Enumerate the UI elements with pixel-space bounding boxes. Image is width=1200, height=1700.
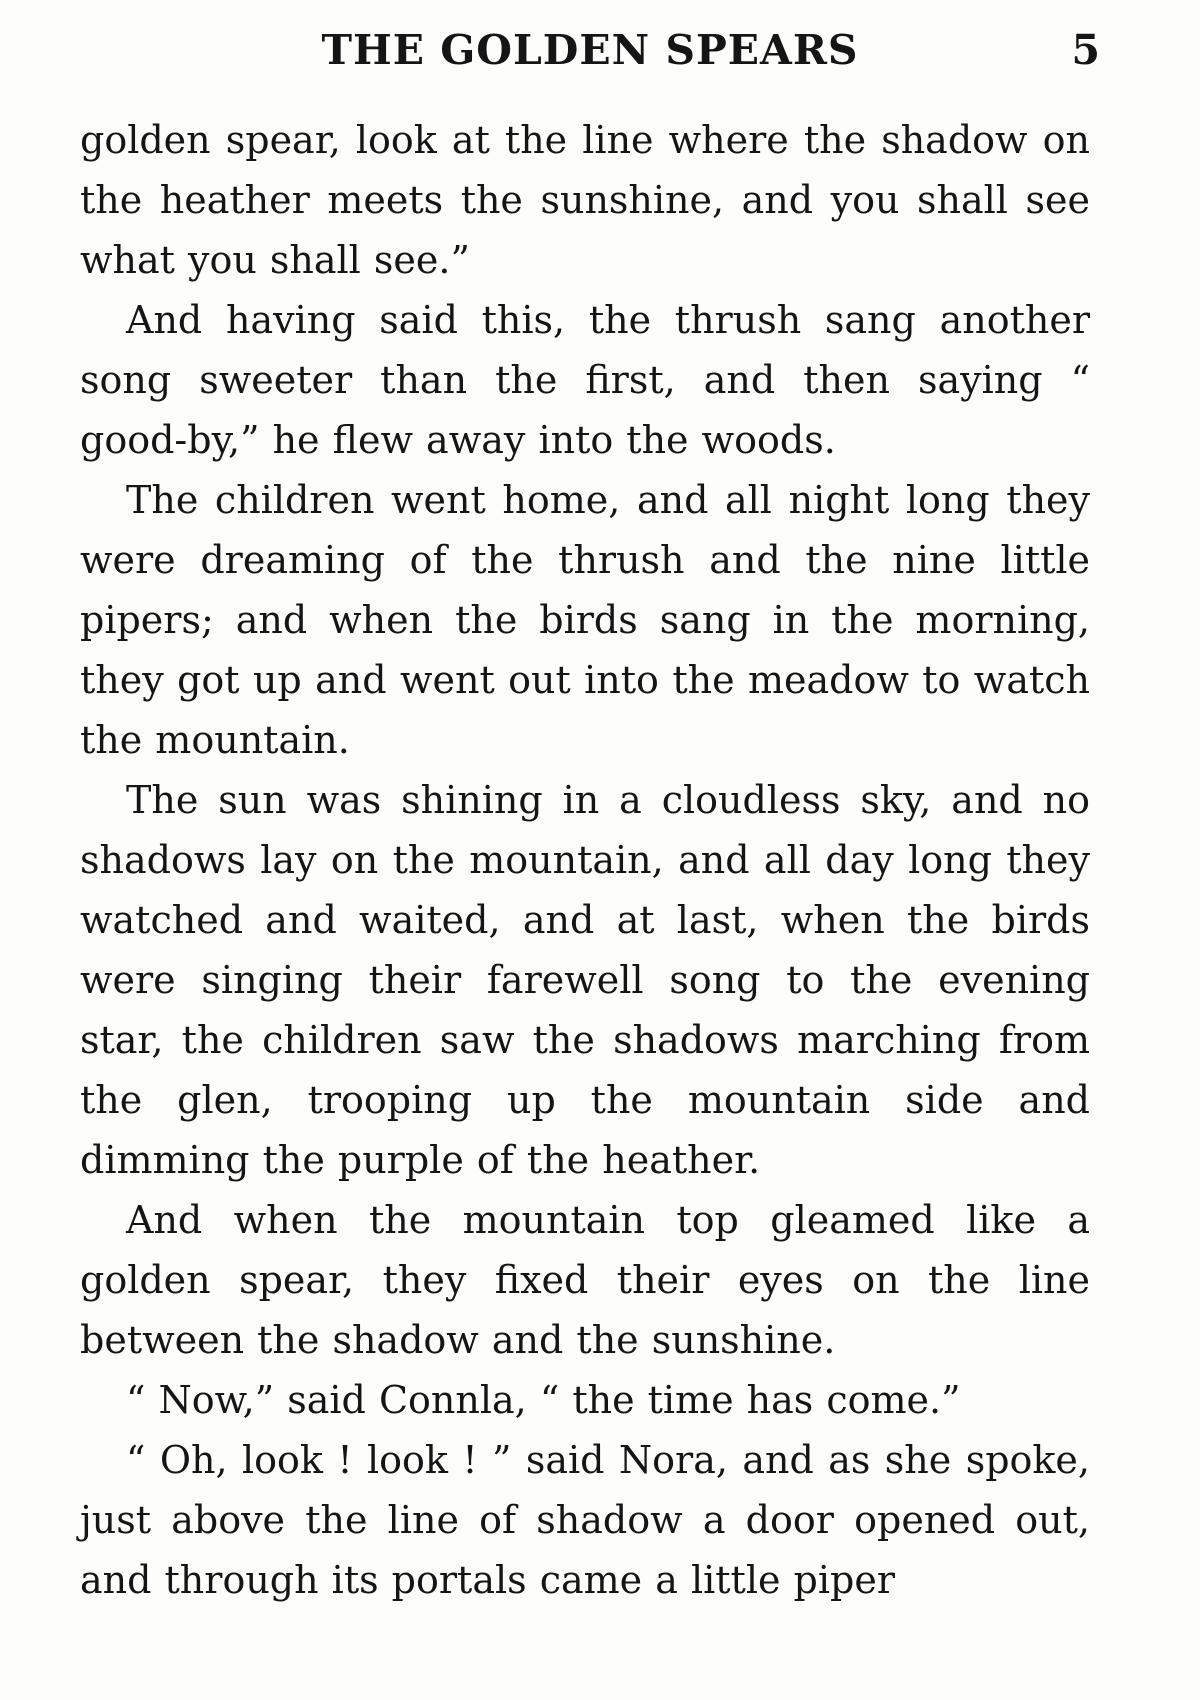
paragraph-sun-shining: The sun was shining in a cloudless sky, and no shadows lay on the mountain, and all day long they watched and waited, and at last, when the birds were singing their farewell song to the evening star, the children saw the shadows marching from the glen, trooping up the mountain side and dimming the purple of the heather.	[80, 778, 1090, 1182]
paragraph-children-home: The children went home, and all night long they were dreaming of the thrush and the nine little pipers; and when the birds sang in the morning, they got up and went out into the meadow to watch the mountain.	[80, 478, 1090, 762]
running-head	[80, 22, 1100, 78]
paragraph-continued: golden spear, look at the line where the shadow on the heather meets the sunshine, and you shall see what you shall see.”	[80, 118, 1090, 282]
page-number: 5	[1071, 26, 1100, 74]
paragraph-connla-speaks: “ Now,” said Connla, “ the time has come.”	[126, 1378, 961, 1422]
running-title: THE GOLDEN SPEARS	[321, 26, 859, 74]
body-text	[80, 110, 1090, 1610]
paragraph-nora-speaks: “ Oh, look ! look ! ” said Nora, and as she spoke, just above the line of shadow a door opened out, and through its portals came a little piper	[80, 1438, 1090, 1602]
paragraph-golden-spear: And when the mountain top gleamed like a golden spear, they fixed their eyes on the line between the shadow and the sunshine.	[80, 1198, 1090, 1362]
paragraph-thrush-song: And having said this, the thrush sang another song sweeter than the first, and then saying “ good-by,” he flew away into the woods.	[80, 298, 1090, 462]
